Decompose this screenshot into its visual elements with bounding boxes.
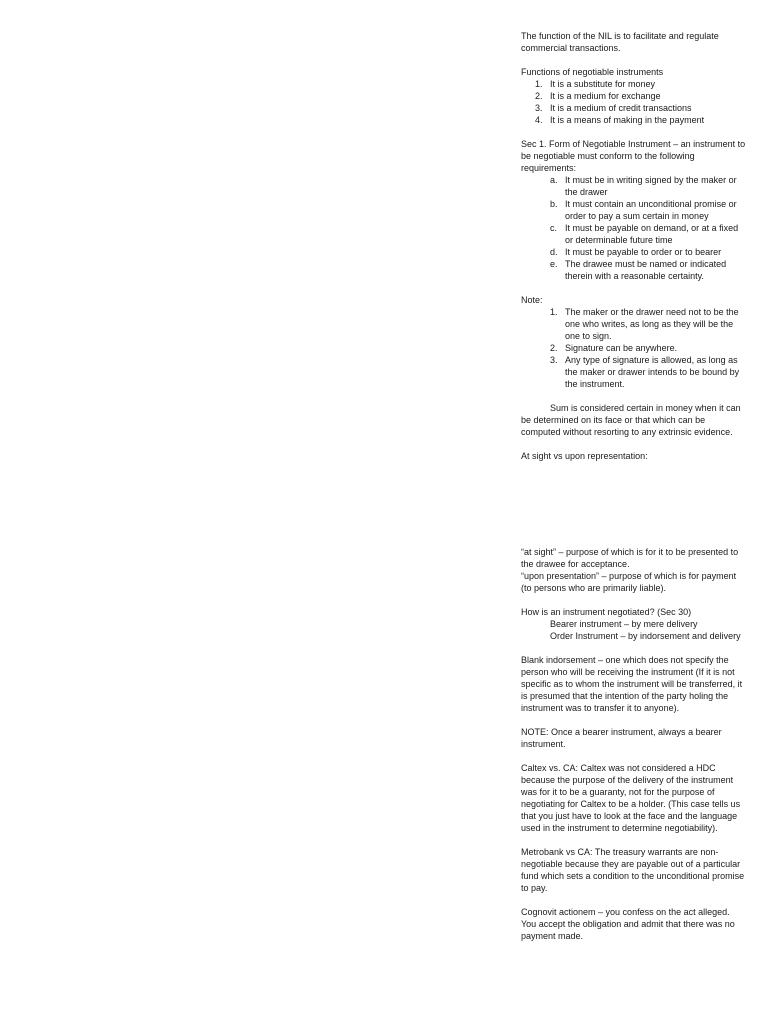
at-sight-paragraph: “at sight” – purpose of which is for it to be presented to the drawee for acceptance.	[521, 547, 739, 569]
list-item: 2. It is a medium for exchange	[535, 91, 661, 101]
cognovit-paragraph: Cognovit actionem – you confess on the act alleged. You accept the obligation and admit that there was no payment made.	[521, 907, 735, 941]
upon-presentation-paragraph: “upon presentation” – purpose of which is for payment (to persons who are primarily liable).	[521, 571, 737, 593]
list-item: 3. It is a medium of credit transactions	[535, 103, 692, 113]
list-item: e. The drawee must be named or indicated therein with a reasonable certainty.	[550, 259, 727, 281]
at-sight-heading: At sight vs upon representation:	[521, 451, 648, 461]
bearer-note-paragraph: NOTE: Once a bearer instrument, always a bearer instrument.	[521, 727, 722, 749]
sum-certain-paragraph: Sum is considered certain in money when it can be determined on its face or that which can be computed without resorting to any extrinsic evidence.	[521, 403, 741, 437]
list-item: 1. The maker or the drawer need not to be the one who writes, as long as they will be the one to sign.	[550, 307, 739, 341]
list-item: 3. Any type of signature is allowed, as long as the maker or drawer intends to be bound by the instrument.	[550, 355, 740, 389]
sec1-heading: Sec 1. Form of Negotiable Instrument – an instrument to be negotiable must conform to the following requirements:	[521, 139, 746, 173]
list-item: 1. It is a substitute for money	[535, 79, 656, 89]
metrobank-paragraph: Metrobank vs CA: The treasury warrants are non-negotiable because they are payable out of a particular fund which sets a condition to the unconditional promise to pay.	[521, 847, 745, 893]
list-item: 4. It is a means of making in the payment	[535, 115, 705, 125]
document-page	[521, 30, 746, 942]
caltex-paragraph: Caltex vs. CA: Caltex was not considered a HDC because the purpose of the delivery of the instrument was for it to be a guaranty, not for the purpose of negotiating for Caltex to be a holder. (This case tells us that you just have to look at the face and the language used in the instrument to determine negotiability).	[521, 763, 741, 833]
note-heading: Note:	[521, 295, 543, 305]
blank-indorsement-paragraph: Blank indorsement – one which does not specify the person who will be receiving the instrument (If it is not specific as to whom the instrument will be transferred, it is presumed that the intention of the party holing the instrument was to transfer it to anyone).	[521, 655, 743, 713]
sec1-requirements-list	[521, 174, 746, 282]
list-item: a. It must be in writing signed by the maker or the drawer	[550, 175, 737, 197]
list-item: c. It must be payable on demand, or at a fixed or determinable future time	[550, 223, 739, 245]
list-item: d. It must be payable to order or to bearer	[550, 247, 722, 257]
negotiated-heading: How is an instrument negotiated? (Sec 30)	[521, 607, 692, 617]
intro-paragraph: The function of the NIL is to facilitate and regulate commercial transactions.	[521, 31, 719, 53]
list-item: 2. Signature can be anywhere.	[550, 343, 678, 353]
list-item: b. It must contain an unconditional promise or order to pay a sum certain in money	[550, 199, 737, 221]
functions-heading: Functions of negotiable instruments	[521, 67, 664, 77]
note-list	[521, 306, 746, 390]
order-instrument-line: Order Instrument – by indorsement and delivery	[550, 631, 741, 641]
functions-list	[521, 78, 746, 126]
bearer-instrument-line: Bearer instrument – by mere delivery	[550, 619, 698, 629]
